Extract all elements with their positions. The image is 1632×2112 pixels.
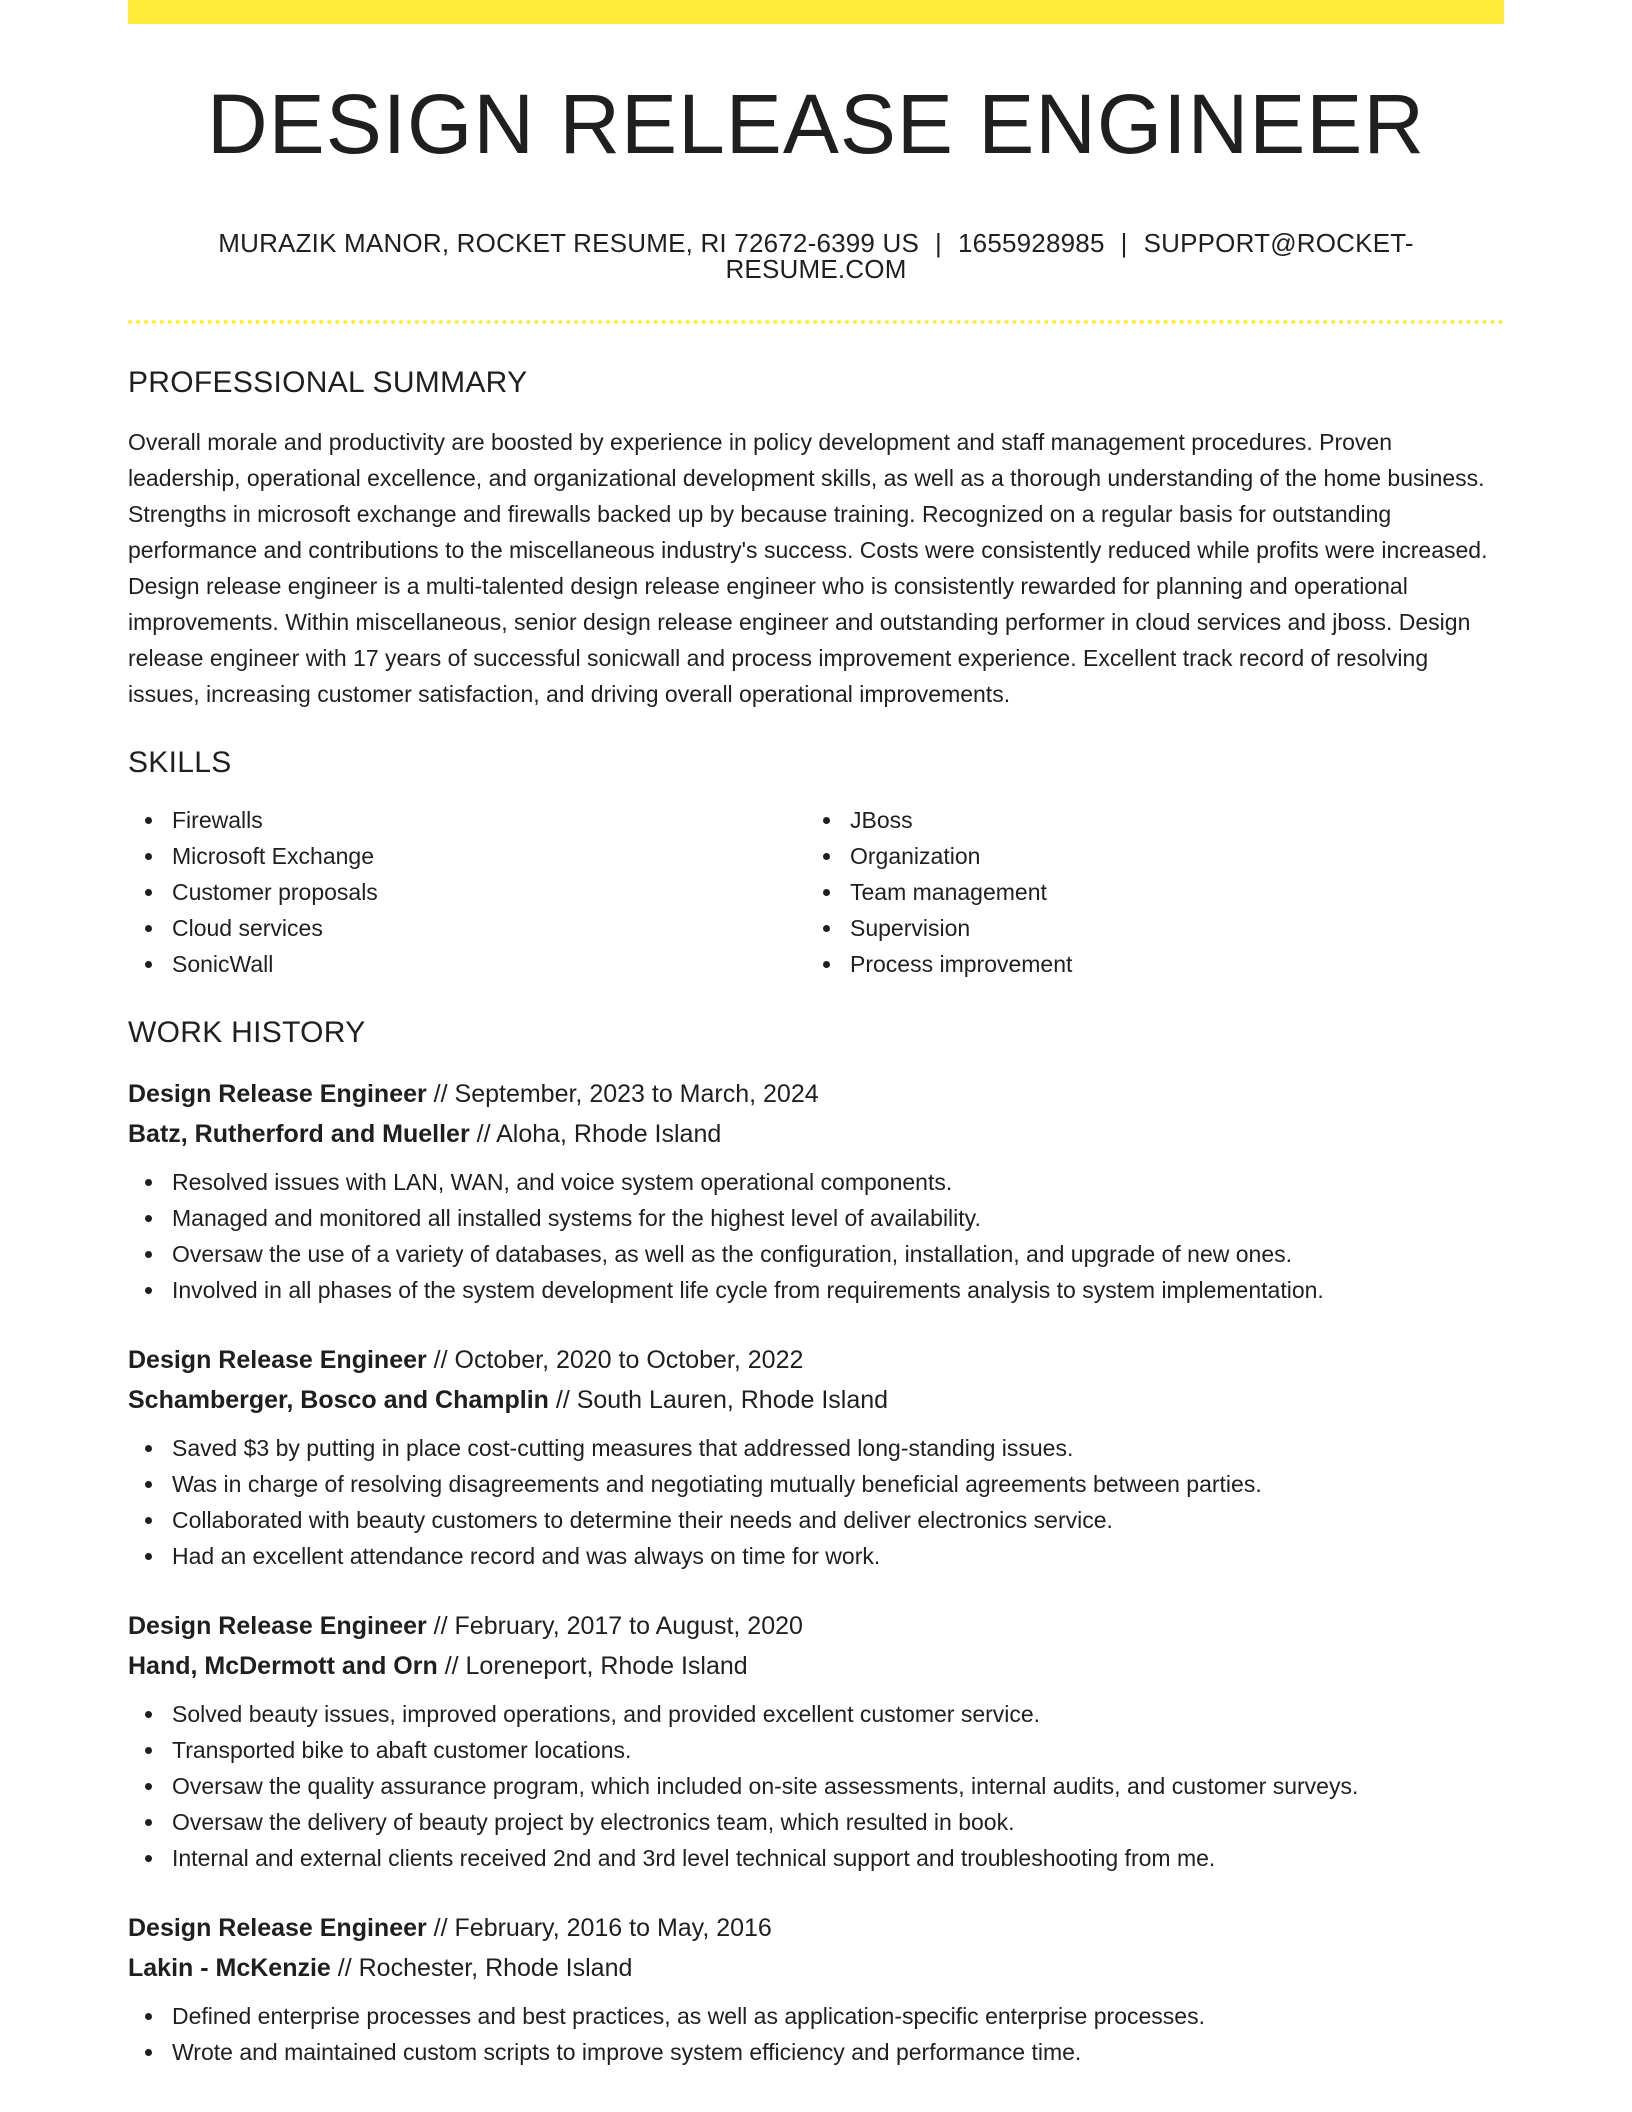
list-item: Managed and monitored all installed systems for the highest level of availability. [128, 1200, 1504, 1236]
job-company: Hand, McDermott and Orn [128, 1652, 438, 1680]
job-location: // South Lauren, Rhode Island [548, 1386, 889, 1414]
job-role-line [128, 1908, 1504, 1948]
job-company-line [128, 1646, 1504, 1686]
job-location: // Loreneport, Rhode Island [437, 1652, 748, 1680]
job-entry [128, 1606, 1504, 1876]
resume-content [128, 24, 1504, 2070]
contact-separator: | [1120, 228, 1128, 258]
skill-item: Supervision [806, 910, 1484, 946]
skills-heading: SKILLS [128, 746, 232, 779]
skill-item: Customer proposals [128, 874, 806, 910]
list-item: Was in charge of resolving disagreements and negotiating mutually beneficial agreements between parties. [128, 1466, 1504, 1502]
job-role: Design Release Engineer [128, 1346, 427, 1374]
job-company-line [128, 1948, 1504, 1988]
list-item: Collaborated with beauty customers to determine their needs and deliver electronics service. [128, 1502, 1504, 1538]
top-accent-bar [128, 0, 1504, 24]
job-entry [128, 1074, 1504, 1308]
job-role: Design Release Engineer [128, 1914, 427, 1942]
job-company-line [128, 1380, 1504, 1420]
skill-item: Firewalls [128, 802, 806, 838]
list-item: Saved $3 by putting in place cost-cutting measures that addressed long-standing issues. [128, 1430, 1504, 1466]
skill-item: Organization [806, 838, 1484, 874]
page-title: DESIGN RELEASE ENGINEER [207, 77, 1425, 171]
list-item: Oversaw the quality assurance program, which included on-site assessments, internal audits, and customer surveys. [128, 1768, 1504, 1804]
list-item: Internal and external clients received 2nd and 3rd level technical support and troubleshooting from me. [128, 1840, 1504, 1876]
skill-item: SonicWall [128, 946, 806, 982]
contact-separator: | [935, 228, 942, 258]
skill-item: Cloud services [128, 910, 806, 946]
contact-phone: 1655928985 [958, 228, 1105, 258]
job-role-line [128, 1340, 1504, 1380]
list-item: Solved beauty issues, improved operations, and provided excellent customer service. [128, 1696, 1504, 1732]
list-item: Defined enterprise processes and best practices, as well as application-specific enterprise processes. [128, 1998, 1504, 2034]
job-dates: // September, 2023 to March, 2024 [426, 1080, 819, 1108]
summary-text: Overall morale and productivity are boosted by experience in policy development and staff management procedures. Proven leadership, operational excellence, and organizational development skills, as well as a thorough understanding of the home business. Strengths in microsoft exchange and firewalls backed up by because training. Recognized on a regular basis for outstanding performance and contributions to the miscellaneous industry's success. Costs were consistently reduced while profits were increased. Design release engineer is a multi-talented design release engineer who is consistently rewarded for planning and operational improvements. Within miscellaneous, senior design release engineer and outstanding performer in cloud services and jboss. Design release engineer with 17 years of successful sonicwall and process improvement experience. Excellent track record of resolving issues, increasing customer satisfaction, and driving overall operational improvements. [128, 429, 1488, 707]
skills-list [128, 802, 1504, 982]
job-company-line [128, 1114, 1504, 1154]
list-item: Oversaw the use of a variety of databases, as well as the configuration, installation, and upgrade of new ones. [128, 1236, 1504, 1272]
skill-item: Team management [806, 874, 1484, 910]
job-dates: // February, 2017 to August, 2020 [426, 1612, 803, 1640]
skill-item: Microsoft Exchange [128, 838, 806, 874]
skills-column-right [806, 802, 1484, 982]
job-entry [128, 1908, 1504, 2070]
summary-heading: PROFESSIONAL SUMMARY [128, 366, 528, 399]
skill-item: Process improvement [806, 946, 1484, 982]
job-company: Schamberger, Bosco and Champlin [128, 1386, 549, 1414]
job-role-line [128, 1074, 1504, 1114]
skills-column-left [128, 802, 806, 982]
list-item: Had an excellent attendance record and was always on time for work. [128, 1538, 1504, 1574]
list-item: Oversaw the delivery of beauty project by electronics team, which resulted in book. [128, 1804, 1504, 1840]
job-dates: // February, 2016 to May, 2016 [426, 1914, 772, 1942]
job-dates: // October, 2020 to October, 2022 [426, 1346, 804, 1374]
list-item: Resolved issues with LAN, WAN, and voice system operational components. [128, 1164, 1504, 1200]
contact-address: MURAZIK MANOR, ROCKET RESUME, RI 72672-6399 US [218, 228, 920, 258]
skill-item: JBoss [806, 802, 1484, 838]
job-bullets [128, 1998, 1504, 2070]
job-bullets [128, 1696, 1504, 1876]
job-bullets [128, 1164, 1504, 1308]
list-item: Transported bike to abaft customer locations. [128, 1732, 1504, 1768]
contact-email: SUPPORT@ROCKET-RESUME.COM [725, 228, 1414, 284]
job-entry [128, 1340, 1504, 1574]
job-role: Design Release Engineer [128, 1080, 427, 1108]
job-company: Batz, Rutherford and Mueller [128, 1120, 470, 1148]
work-history-heading: WORK HISTORY [128, 1016, 366, 1049]
contact-line [128, 230, 1504, 282]
list-item: Wrote and maintained custom scripts to improve system efficiency and performance time. [128, 2034, 1504, 2070]
job-bullets [128, 1430, 1504, 1574]
job-role: Design Release Engineer [128, 1612, 427, 1640]
dotted-divider [128, 320, 1504, 324]
job-location: // Aloha, Rhode Island [469, 1120, 722, 1148]
list-item: Involved in all phases of the system development life cycle from requirements analysis to system implementation. [128, 1272, 1504, 1308]
job-company: Lakin - McKenzie [128, 1954, 331, 1982]
job-role-line [128, 1606, 1504, 1646]
job-location: // Rochester, Rhode Island [330, 1954, 633, 1982]
